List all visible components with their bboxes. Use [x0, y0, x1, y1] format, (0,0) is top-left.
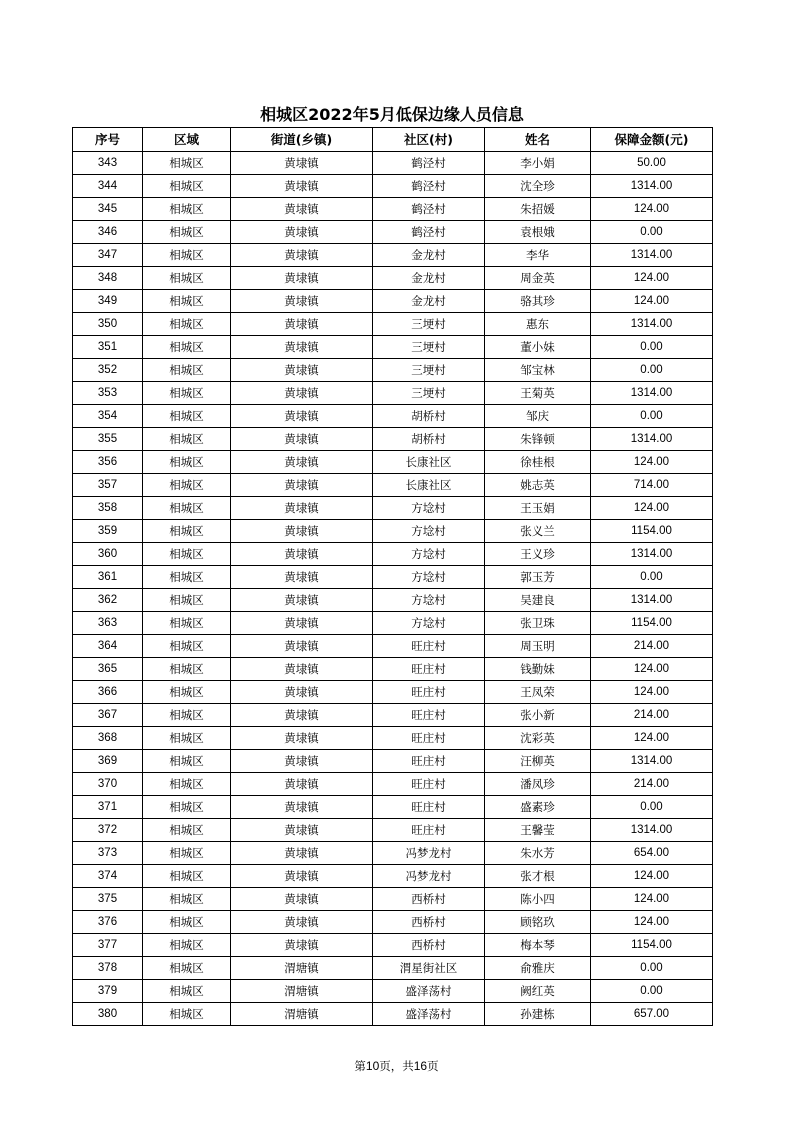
- cell-community: 鹤泾村: [373, 152, 485, 175]
- table-body: [73, 152, 713, 1026]
- cell-community: 鹤泾村: [373, 175, 485, 198]
- table-row: [73, 313, 713, 336]
- cell-index: 371: [73, 796, 143, 819]
- cell-community: 旺庄村: [373, 658, 485, 681]
- cell-street: 渭塘镇: [231, 980, 373, 1003]
- cell-name: 王菊英: [485, 382, 591, 405]
- cell-amount: 1314.00: [591, 750, 713, 773]
- cell-name: 王馨莹: [485, 819, 591, 842]
- cell-district: 相城区: [143, 313, 231, 336]
- table-row: [73, 681, 713, 704]
- cell-index: 365: [73, 658, 143, 681]
- cell-index: 367: [73, 704, 143, 727]
- table-row: [73, 290, 713, 313]
- cell-district: 相城区: [143, 405, 231, 428]
- table-row: [73, 405, 713, 428]
- cell-name: 朱水芳: [485, 842, 591, 865]
- cell-street: 黄埭镇: [231, 497, 373, 520]
- table-row: [73, 773, 713, 796]
- cell-street: 黄埭镇: [231, 336, 373, 359]
- cell-amount: 1314.00: [591, 543, 713, 566]
- cell-index: 351: [73, 336, 143, 359]
- cell-district: 相城区: [143, 290, 231, 313]
- cell-name: 吴建良: [485, 589, 591, 612]
- cell-street: 黄埭镇: [231, 175, 373, 198]
- table-row: [73, 612, 713, 635]
- cell-amount: 0.00: [591, 566, 713, 589]
- cell-district: 相城区: [143, 359, 231, 382]
- cell-street: 黄埭镇: [231, 543, 373, 566]
- cell-amount: 124.00: [591, 865, 713, 888]
- cell-amount: 1154.00: [591, 934, 713, 957]
- cell-community: 胡桥村: [373, 428, 485, 451]
- table-row: [73, 221, 713, 244]
- table-row: [73, 520, 713, 543]
- cell-street: 渭塘镇: [231, 957, 373, 980]
- cell-name: 梅本琴: [485, 934, 591, 957]
- cell-amount: 0.00: [591, 336, 713, 359]
- table-row: [73, 934, 713, 957]
- cell-amount: 654.00: [591, 842, 713, 865]
- cell-name: 朱锋顿: [485, 428, 591, 451]
- cell-district: 相城区: [143, 497, 231, 520]
- cell-street: 黄埭镇: [231, 451, 373, 474]
- cell-district: 相城区: [143, 888, 231, 911]
- cell-name: 俞雅庆: [485, 957, 591, 980]
- cell-community: 旺庄村: [373, 704, 485, 727]
- cell-street: 黄埭镇: [231, 290, 373, 313]
- cell-index: 361: [73, 566, 143, 589]
- cell-district: 相城区: [143, 612, 231, 635]
- header-row: [73, 128, 713, 152]
- cell-district: 相城区: [143, 474, 231, 497]
- cell-street: 黄埭镇: [231, 842, 373, 865]
- table-row: [73, 359, 713, 382]
- table-row: [73, 198, 713, 221]
- cell-amount: 214.00: [591, 773, 713, 796]
- table-row: [73, 819, 713, 842]
- cell-street: 黄埭镇: [231, 589, 373, 612]
- cell-street: 黄埭镇: [231, 911, 373, 934]
- footer-page-number: 10: [365, 1059, 380, 1073]
- cell-street: 黄埭镇: [231, 704, 373, 727]
- cell-district: 相城区: [143, 1003, 231, 1026]
- cell-district: 相城区: [143, 566, 231, 589]
- cell-index: 375: [73, 888, 143, 911]
- cell-name: 邹宝林: [485, 359, 591, 382]
- document-title: 相城区2022年5月低保边缘人员信息: [260, 105, 524, 124]
- cell-name: 陈小四: [485, 888, 591, 911]
- cell-index: 343: [73, 152, 143, 175]
- cell-index: 370: [73, 773, 143, 796]
- cell-name: 周玉明: [485, 635, 591, 658]
- cell-index: 378: [73, 957, 143, 980]
- cell-index: 376: [73, 911, 143, 934]
- cell-street: 黄埭镇: [231, 313, 373, 336]
- cell-street: 黄埭镇: [231, 658, 373, 681]
- table-row: [73, 980, 713, 1003]
- cell-index: 372: [73, 819, 143, 842]
- cell-community: 三埂村: [373, 336, 485, 359]
- cell-district: 相城区: [143, 704, 231, 727]
- cell-street: 黄埭镇: [231, 612, 373, 635]
- col-header-amount: 保障金额(元): [591, 128, 713, 152]
- table-row: [73, 658, 713, 681]
- cell-index: 364: [73, 635, 143, 658]
- cell-community: 方埝村: [373, 543, 485, 566]
- cell-index: 356: [73, 451, 143, 474]
- cell-name: 沈全珍: [485, 175, 591, 198]
- page-footer: [0, 1058, 793, 1074]
- cell-amount: 50.00: [591, 152, 713, 175]
- cell-amount: 124.00: [591, 497, 713, 520]
- cell-community: 旺庄村: [373, 635, 485, 658]
- table-row: [73, 382, 713, 405]
- cell-community: 西桥村: [373, 934, 485, 957]
- cell-index: 348: [73, 267, 143, 290]
- cell-district: 相城区: [143, 773, 231, 796]
- cell-district: 相城区: [143, 451, 231, 474]
- cell-district: 相城区: [143, 865, 231, 888]
- cell-amount: 124.00: [591, 727, 713, 750]
- cell-community: 三埂村: [373, 313, 485, 336]
- cell-index: 363: [73, 612, 143, 635]
- table-row: [73, 635, 713, 658]
- cell-amount: 1154.00: [591, 612, 713, 635]
- col-header-index: 序号: [73, 128, 143, 152]
- cell-street: 黄埭镇: [231, 865, 373, 888]
- cell-street: 黄埭镇: [231, 152, 373, 175]
- cell-index: 362: [73, 589, 143, 612]
- cell-street: 黄埭镇: [231, 773, 373, 796]
- cell-street: 黄埭镇: [231, 520, 373, 543]
- cell-amount: 1314.00: [591, 175, 713, 198]
- cell-index: 373: [73, 842, 143, 865]
- cell-name: 邹庆: [485, 405, 591, 428]
- cell-community: 三埂村: [373, 359, 485, 382]
- cell-index: 369: [73, 750, 143, 773]
- cell-community: 冯梦龙村: [373, 865, 485, 888]
- cell-index: 350: [73, 313, 143, 336]
- cell-district: 相城区: [143, 934, 231, 957]
- cell-amount: 0.00: [591, 221, 713, 244]
- cell-district: 相城区: [143, 198, 231, 221]
- cell-name: 李华: [485, 244, 591, 267]
- table-row: [73, 451, 713, 474]
- cell-district: 相城区: [143, 267, 231, 290]
- cell-name: 张小新: [485, 704, 591, 727]
- cell-name: 沈彩英: [485, 727, 591, 750]
- cell-street: 黄埭镇: [231, 428, 373, 451]
- cell-index: 355: [73, 428, 143, 451]
- cell-index: 353: [73, 382, 143, 405]
- cell-name: 郭玉芳: [485, 566, 591, 589]
- table-row: [73, 497, 713, 520]
- cell-amount: 1314.00: [591, 244, 713, 267]
- cell-community: 金龙村: [373, 290, 485, 313]
- cell-street: 黄埭镇: [231, 635, 373, 658]
- cell-amount: 0.00: [591, 796, 713, 819]
- cell-index: 366: [73, 681, 143, 704]
- table-row: [73, 727, 713, 750]
- cell-amount: 124.00: [591, 290, 713, 313]
- cell-district: 相城区: [143, 520, 231, 543]
- cell-community: 旺庄村: [373, 796, 485, 819]
- cell-name: 潘凤珍: [485, 773, 591, 796]
- cell-district: 相城区: [143, 152, 231, 175]
- cell-name: 王义珍: [485, 543, 591, 566]
- table-row: [73, 152, 713, 175]
- cell-index: 346: [73, 221, 143, 244]
- cell-street: 黄埭镇: [231, 244, 373, 267]
- cell-amount: 0.00: [591, 957, 713, 980]
- cell-amount: 124.00: [591, 451, 713, 474]
- cell-index: 380: [73, 1003, 143, 1026]
- footer-prefix: 第: [354, 1059, 366, 1073]
- cell-name: 姚志英: [485, 474, 591, 497]
- cell-street: 黄埭镇: [231, 566, 373, 589]
- cell-community: 金龙村: [373, 244, 485, 267]
- cell-name: 孙建栋: [485, 1003, 591, 1026]
- cell-index: 358: [73, 497, 143, 520]
- cell-index: 359: [73, 520, 143, 543]
- cell-district: 相城区: [143, 658, 231, 681]
- cell-street: 黄埭镇: [231, 888, 373, 911]
- col-header-community: 社区(村): [373, 128, 485, 152]
- cell-index: 344: [73, 175, 143, 198]
- footer-middle: 页，共: [379, 1059, 414, 1073]
- data-table: [72, 127, 713, 1026]
- table-row: [73, 796, 713, 819]
- cell-district: 相城区: [143, 957, 231, 980]
- cell-amount: 1314.00: [591, 313, 713, 336]
- cell-community: 旺庄村: [373, 727, 485, 750]
- cell-amount: 124.00: [591, 198, 713, 221]
- table-row: [73, 543, 713, 566]
- cell-street: 黄埭镇: [231, 198, 373, 221]
- cell-street: 黄埭镇: [231, 359, 373, 382]
- cell-amount: 0.00: [591, 980, 713, 1003]
- cell-name: 汪柳英: [485, 750, 591, 773]
- cell-community: 渭星街社区: [373, 957, 485, 980]
- col-header-name: 姓名: [485, 128, 591, 152]
- cell-district: 相城区: [143, 681, 231, 704]
- footer-total-pages: 16: [413, 1059, 428, 1073]
- table-row: [73, 474, 713, 497]
- table-row: [73, 957, 713, 980]
- cell-street: 黄埭镇: [231, 796, 373, 819]
- cell-district: 相城区: [143, 336, 231, 359]
- cell-amount: 1314.00: [591, 589, 713, 612]
- table-row: [73, 244, 713, 267]
- cell-name: 李小娟: [485, 152, 591, 175]
- cell-amount: 1314.00: [591, 428, 713, 451]
- cell-index: 379: [73, 980, 143, 1003]
- cell-street: 黄埭镇: [231, 750, 373, 773]
- cell-name: 徐桂根: [485, 451, 591, 474]
- cell-amount: 124.00: [591, 888, 713, 911]
- cell-street: 黄埭镇: [231, 727, 373, 750]
- cell-index: 357: [73, 474, 143, 497]
- cell-name: 王凤荣: [485, 681, 591, 704]
- cell-street: 黄埭镇: [231, 934, 373, 957]
- cell-community: 方埝村: [373, 589, 485, 612]
- cell-amount: 1154.00: [591, 520, 713, 543]
- cell-amount: 124.00: [591, 681, 713, 704]
- cell-community: 旺庄村: [373, 819, 485, 842]
- table-row: [73, 566, 713, 589]
- cell-community: 金龙村: [373, 267, 485, 290]
- cell-district: 相城区: [143, 428, 231, 451]
- cell-community: 方埝村: [373, 497, 485, 520]
- cell-name: 阙红英: [485, 980, 591, 1003]
- cell-index: 347: [73, 244, 143, 267]
- cell-index: 368: [73, 727, 143, 750]
- cell-district: 相城区: [143, 635, 231, 658]
- table-row: [73, 175, 713, 198]
- cell-amount: 124.00: [591, 911, 713, 934]
- cell-amount: 0.00: [591, 405, 713, 428]
- cell-community: 三埂村: [373, 382, 485, 405]
- cell-district: 相城区: [143, 382, 231, 405]
- cell-index: 360: [73, 543, 143, 566]
- cell-street: 黄埭镇: [231, 819, 373, 842]
- cell-name: 张卫珠: [485, 612, 591, 635]
- cell-name: 钱勤妹: [485, 658, 591, 681]
- cell-community: 方埝村: [373, 612, 485, 635]
- table-row: [73, 1003, 713, 1026]
- cell-name: 张义兰: [485, 520, 591, 543]
- cell-amount: 124.00: [591, 267, 713, 290]
- cell-community: 鹤泾村: [373, 198, 485, 221]
- cell-community: 方埝村: [373, 566, 485, 589]
- cell-street: 黄埭镇: [231, 681, 373, 704]
- cell-district: 相城区: [143, 221, 231, 244]
- table-row: [73, 911, 713, 934]
- cell-street: 黄埭镇: [231, 267, 373, 290]
- cell-district: 相城区: [143, 727, 231, 750]
- cell-name: 骆其珍: [485, 290, 591, 313]
- cell-community: 西桥村: [373, 888, 485, 911]
- cell-index: 352: [73, 359, 143, 382]
- cell-district: 相城区: [143, 543, 231, 566]
- cell-index: 349: [73, 290, 143, 313]
- cell-district: 相城区: [143, 842, 231, 865]
- cell-district: 相城区: [143, 819, 231, 842]
- cell-district: 相城区: [143, 911, 231, 934]
- cell-district: 相城区: [143, 244, 231, 267]
- cell-index: 354: [73, 405, 143, 428]
- cell-street: 渭塘镇: [231, 1003, 373, 1026]
- cell-amount: 214.00: [591, 704, 713, 727]
- table-row: [73, 750, 713, 773]
- cell-community: 方埝村: [373, 520, 485, 543]
- cell-name: 惠东: [485, 313, 591, 336]
- cell-amount: 1314.00: [591, 819, 713, 842]
- table-row: [73, 589, 713, 612]
- table-row: [73, 267, 713, 290]
- cell-district: 相城区: [143, 589, 231, 612]
- cell-amount: 214.00: [591, 635, 713, 658]
- cell-community: 胡桥村: [373, 405, 485, 428]
- cell-name: 周金英: [485, 267, 591, 290]
- cell-amount: 0.00: [591, 359, 713, 382]
- cell-district: 相城区: [143, 980, 231, 1003]
- cell-name: 朱招媛: [485, 198, 591, 221]
- cell-name: 张才根: [485, 865, 591, 888]
- cell-community: 冯梦龙村: [373, 842, 485, 865]
- cell-name: 袁根娥: [485, 221, 591, 244]
- cell-community: 长康社区: [373, 451, 485, 474]
- table-row: [73, 888, 713, 911]
- table-row: [73, 336, 713, 359]
- table-row: [73, 704, 713, 727]
- cell-community: 西桥村: [373, 911, 485, 934]
- cell-street: 黄埭镇: [231, 382, 373, 405]
- cell-name: 顾铭玖: [485, 911, 591, 934]
- cell-street: 黄埭镇: [231, 474, 373, 497]
- cell-name: 董小妹: [485, 336, 591, 359]
- footer-suffix: 页: [427, 1059, 439, 1073]
- cell-amount: 714.00: [591, 474, 713, 497]
- cell-index: 377: [73, 934, 143, 957]
- col-header-street: 街道(乡镇): [231, 128, 373, 152]
- cell-index: 345: [73, 198, 143, 221]
- cell-amount: 657.00: [591, 1003, 713, 1026]
- table-row: [73, 842, 713, 865]
- cell-community: 鹤泾村: [373, 221, 485, 244]
- cell-district: 相城区: [143, 796, 231, 819]
- cell-index: 374: [73, 865, 143, 888]
- cell-name: 盛素珍: [485, 796, 591, 819]
- cell-amount: 1314.00: [591, 382, 713, 405]
- col-header-district: 区域: [143, 128, 231, 152]
- cell-community: 盛泽荡村: [373, 980, 485, 1003]
- cell-community: 旺庄村: [373, 681, 485, 704]
- cell-community: 盛泽荡村: [373, 1003, 485, 1026]
- cell-street: 黄埭镇: [231, 221, 373, 244]
- cell-district: 相城区: [143, 175, 231, 198]
- cell-street: 黄埭镇: [231, 405, 373, 428]
- cell-community: 旺庄村: [373, 750, 485, 773]
- table-row: [73, 428, 713, 451]
- cell-amount: 124.00: [591, 658, 713, 681]
- cell-community: 长康社区: [373, 474, 485, 497]
- cell-district: 相城区: [143, 750, 231, 773]
- cell-name: 王玉娟: [485, 497, 591, 520]
- table-row: [73, 865, 713, 888]
- cell-community: 旺庄村: [373, 773, 485, 796]
